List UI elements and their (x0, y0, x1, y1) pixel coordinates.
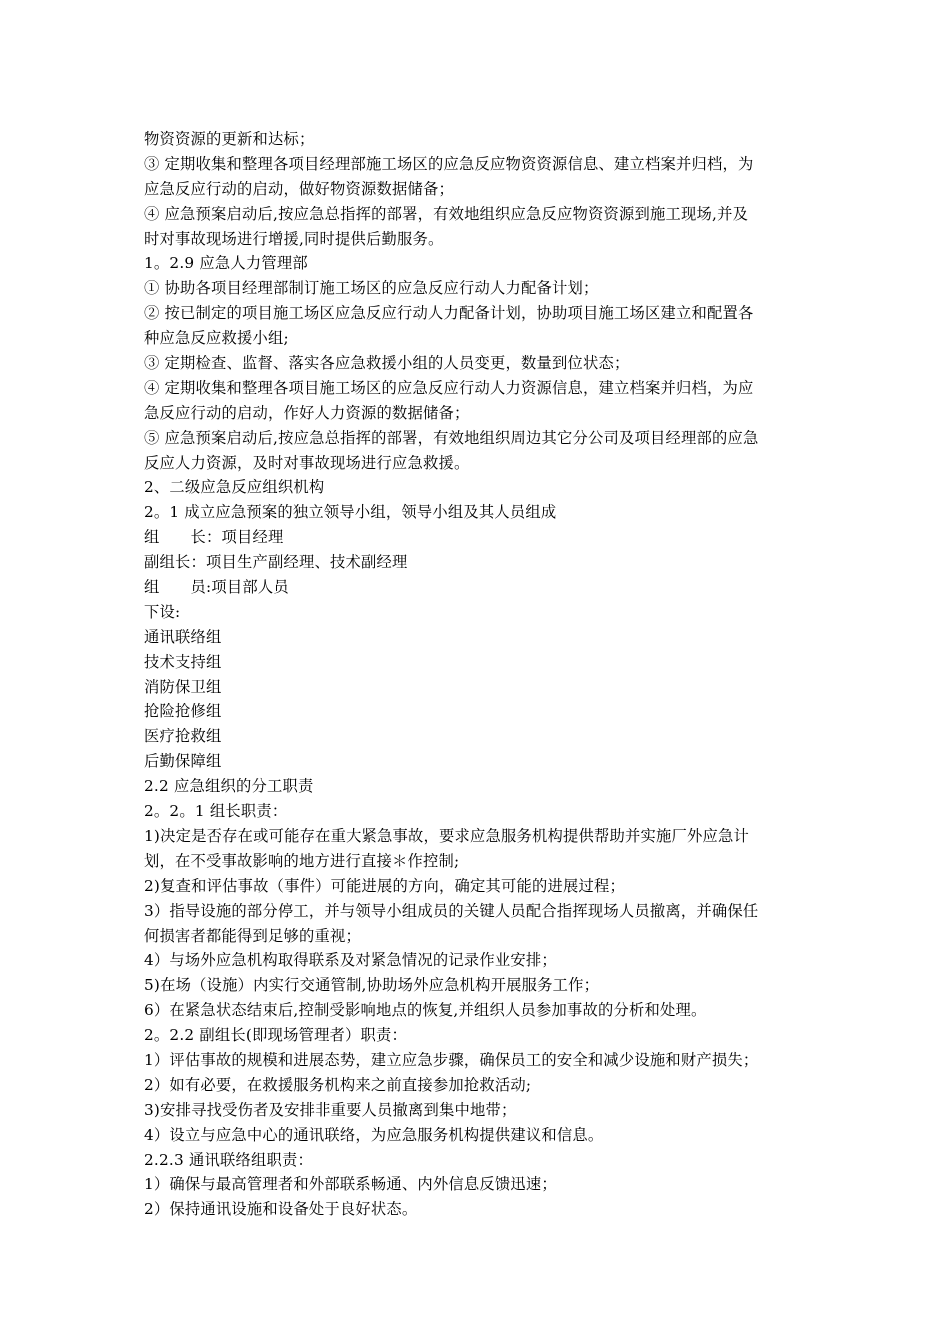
text-line: 后勤保障组 (144, 752, 222, 771)
text-line: 1)决定是否存在或可能存在重大紧急事故，要求应急服务机构提供帮助并实施厂外应急计 (144, 826, 749, 845)
text-line: 4）设立与应急中心的通讯联络，为应急服务机构提供建议和信息。 (144, 1125, 604, 1144)
text-line: 2）如有必要，在救援服务机构来之前直接参加抢救活动; (144, 1075, 532, 1094)
text-line: 反应人力资源，及时对事故现场进行应急救援。 (144, 453, 470, 472)
text-line: 组 员:项目部人员 (144, 578, 289, 597)
text-line: ④ 应急预案启动后,按应急总指挥的部署，有效地组织应急反应物资资源到施工现场,并及 (144, 204, 749, 223)
text-line: 2。2。1 组长职责： (144, 802, 288, 821)
text-line: 1）确保与最高管理者和外部联系畅通、内外信息反馈迅速； (144, 1175, 557, 1194)
text-line: ③ 定期收集和整理各项目经理部施工场区的应急反应物资资源信息、建立档案并归档，为 (144, 154, 754, 173)
text-line: 2.2 应急组织的分工职责 (144, 777, 314, 796)
text-line: 时对事故现场进行增援,同时提供后勤服务。 (144, 229, 444, 248)
text-line: 划，在不受事故影响的地方进行直接＊作控制; (144, 851, 460, 870)
text-line: 6）在紧急状态结束后,控制受影响地点的恢复,并组织人员参加事故的分析和处理。 (144, 1001, 707, 1020)
text-line: 急反应行动的启动，作好人力资源的数据储备； (144, 403, 470, 422)
text-line: 应急反应行动的启动，做好物资源数据储备； (144, 179, 454, 198)
text-line: 何损害者都能得到足够的重视； (144, 926, 361, 945)
text-line: 2、二级应急反应组织机构 (144, 478, 325, 497)
text-line: 1）评估事故的规模和进展态势，建立应急步骤，确保员工的安全和减少设施和财产损失； (144, 1050, 759, 1069)
text-line: 2.2.3 通讯联络组职责： (144, 1150, 313, 1169)
text-line: 2。1 成立应急预案的独立领导小组，领导小组及其人员组成 (144, 503, 557, 522)
text-line: 1。2.9 应急人力管理部 (144, 254, 308, 273)
text-line: 3)安排寻找受伤者及安排非重要人员撤离到集中地带； (144, 1100, 517, 1119)
text-line: 2)复查和评估事故（事件）可能进展的方向，确定其可能的进展过程； (144, 876, 626, 895)
text-line: 5)在场（设施）内实行交通管制,协助场外应急机构开展服务工作； (144, 976, 600, 995)
text-line: 4）与场外应急机构取得联系及对紧急情况的记录作业安排； (144, 951, 557, 970)
text-line: 消防保卫组 (144, 677, 222, 696)
text-line: 下设: (144, 602, 181, 621)
text-line: ③ 定期检查、监督、落实各应急救援小组的人员变更，数量到位状态； (144, 354, 630, 373)
text-line: 医疗抢救组 (144, 727, 222, 746)
text-line: 组 长：项目经理 (144, 528, 284, 547)
text-line: 物资资源的更新和达标； (144, 130, 315, 148)
text-line: ④ 定期收集和整理各项目施工场区的应急反应行动人力资源信息，建立档案并归档，为应 (144, 378, 754, 397)
text-line: 副组长：项目生产副经理、技术副经理 (144, 553, 408, 572)
text-line: 种应急反应救援小组; (144, 329, 289, 348)
text-line: ② 按已制定的项目施工场区应急反应行动人力配备计划，协助项目施工场区建立和配置各 (144, 304, 754, 323)
text-line: 2）保持通讯设施和设备处于良好状态。 (144, 1200, 418, 1219)
text-line: 抢险抢修组 (144, 702, 222, 721)
text-line: 2。2.2 副组长(即现场管理者）职责： (144, 1026, 408, 1045)
text-line: ① 协助各项目经理部制订施工场区的应急反应行动人力配备计划； (144, 279, 599, 298)
text-line: 技术支持组 (144, 652, 222, 671)
document-body (144, 127, 814, 1222)
text-line: ⑤ 应急预案启动后,按应急总指挥的部署，有效地组织周边其它分公司及项目经理部的应急 (144, 428, 759, 447)
text-line: 3）指导设施的部分停工，并与领导小组成员的关键人员配合指挥现场人员撤离，并确保任 (144, 901, 759, 920)
text-line: 通讯联络组 (144, 627, 222, 646)
